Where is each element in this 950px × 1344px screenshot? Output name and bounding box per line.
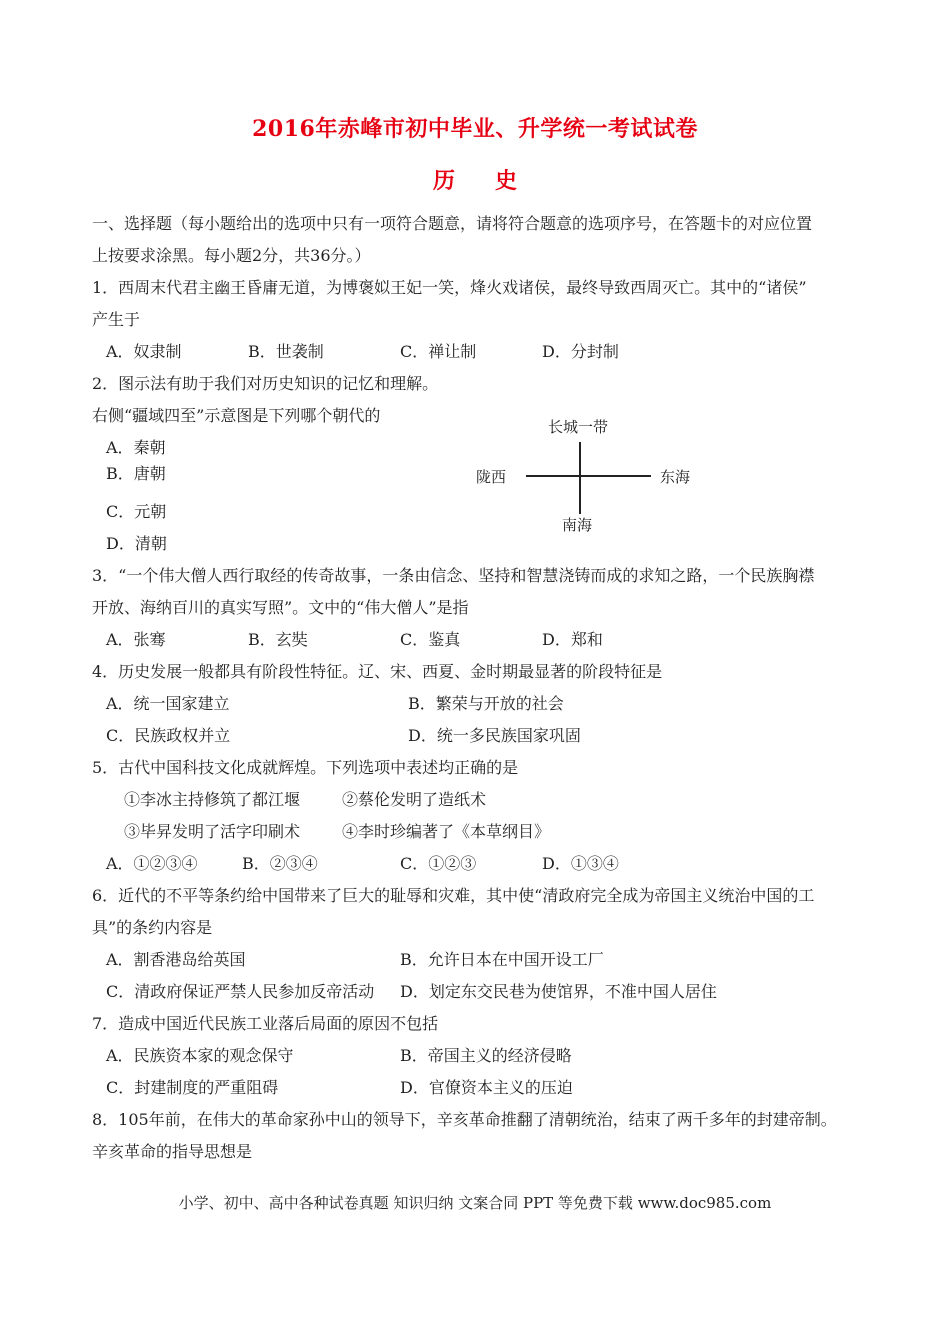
diagram-horizontal-axis xyxy=(526,475,651,477)
option-b: B．世袭制 xyxy=(248,342,324,361)
option-c: C．禅让制 xyxy=(400,342,477,361)
option-a: A．秦朝 xyxy=(106,438,166,457)
question-stem: 1．西周末代君主幽王昏庸无道，为博褒姒王妃一笑，烽火戏诸侯，最终导致西周灭亡。其中的“诸侯” xyxy=(92,278,807,297)
option-a: A．民族资本家的观念保守 xyxy=(106,1046,294,1065)
option-d: D．分封制 xyxy=(542,342,619,361)
question-stem: 右侧“疆域四至”示意图是下列哪个朝代的 xyxy=(92,406,381,425)
option-d: D．划定东交民巷为使馆界，不准中国人居住 xyxy=(400,982,717,1001)
subject-title: 历史 xyxy=(432,168,557,194)
option-c: C．清政府保证严禁人民参加反帝活动 xyxy=(106,982,375,1001)
option-c: C．封建制度的严重阻碍 xyxy=(106,1078,279,1097)
question-stem: 2．图示法有助于我们对历史知识的记忆和理解。 xyxy=(92,374,439,393)
question-stem: 辛亥革命的指导思想是 xyxy=(92,1142,253,1161)
option-c: C．元朝 xyxy=(106,502,167,521)
question-stem: 具”的条约内容是 xyxy=(92,918,213,937)
option-b: B．允许日本在中国开设工厂 xyxy=(400,950,604,969)
option-a: A．张骞 xyxy=(106,630,166,649)
option-a: A．奴隶制 xyxy=(106,342,182,361)
question-stem: 5．古代中国科技文化成就辉煌。下列选项中表述均正确的是 xyxy=(92,758,519,777)
statement-item: ①李冰主持修筑了都江堰 xyxy=(124,790,301,809)
diagram-south-label: 南海 xyxy=(562,516,593,534)
diagram-vertical-axis xyxy=(579,442,581,514)
option-d: D．统一多民族国家巩固 xyxy=(408,726,581,745)
option-d: D．①③④ xyxy=(542,854,619,873)
option-b: B．帝国主义的经济侵略 xyxy=(400,1046,572,1065)
section-intro-line: 上按要求涂黑。每小题2分，共36分。） xyxy=(92,246,371,265)
diagram-east-label: 东海 xyxy=(660,468,691,486)
option-c: C．鉴真 xyxy=(400,630,461,649)
option-a: A．①②③④ xyxy=(106,854,198,873)
question-stem: 8．105年前，在伟大的革命家孙中山的领导下，辛亥革命推翻了清朝统治，结束了两千多年的封建帝制。 xyxy=(92,1110,837,1129)
option-a: A．割香港岛给英国 xyxy=(106,950,246,969)
page-title: 2016年赤峰市初中毕业、升学统一考试试卷 xyxy=(252,116,698,142)
question-stem: 3．“一个伟大僧人西行取经的传奇故事，一条由信念、坚持和智慧浇铸而成的求知之路，一个民族胸襟 xyxy=(92,566,815,585)
option-c: C．①②③ xyxy=(400,854,477,873)
option-d: D．清朝 xyxy=(106,534,167,553)
statement-item: ②蔡伦发明了造纸术 xyxy=(342,790,487,809)
question-stem: 7．造成中国近代民族工业落后局面的原因不包括 xyxy=(92,1014,439,1033)
question-stem: 产生于 xyxy=(92,310,141,329)
statement-item: ③毕昇发明了活字印刷术 xyxy=(124,822,301,841)
option-b: B．②③④ xyxy=(242,854,318,873)
territory-diagram xyxy=(460,408,720,548)
option-c: C．民族政权并立 xyxy=(106,726,231,745)
option-d: D．郑和 xyxy=(542,630,603,649)
question-stem: 开放、海纳百川的真实写照”。文中的“伟大僧人”是指 xyxy=(92,598,469,617)
option-d: D．官僚资本主义的压迫 xyxy=(400,1078,573,1097)
question-stem: 4．历史发展一般都具有阶段性特征。辽、宋、西夏、金时期最显著的阶段特征是 xyxy=(92,662,663,681)
diagram-west-label: 陇西 xyxy=(476,468,507,486)
statement-item: ④李时珍编著了《本草纲目》 xyxy=(342,822,551,841)
question-stem: 6．近代的不平等条约给中国带来了巨大的耻辱和灾难，其中使“清政府完全成为帝国主义统治中国的工 xyxy=(92,886,815,905)
option-b: B．繁荣与开放的社会 xyxy=(408,694,564,713)
diagram-north-label: 长城一带 xyxy=(548,418,609,436)
page-footer: 小学、初中、高中各种试卷真题 知识归纳 文案合同 PPT 等免费下载 www.doc985.com xyxy=(178,1194,772,1212)
option-b: B．玄奘 xyxy=(248,630,308,649)
section-intro-line: 一、选择题（每小题给出的选项中只有一项符合题意，请将符合题意的选项序号，在答题卡的对应位置 xyxy=(92,214,813,233)
option-b: B．唐朝 xyxy=(106,464,166,483)
option-a: A．统一国家建立 xyxy=(106,694,230,713)
